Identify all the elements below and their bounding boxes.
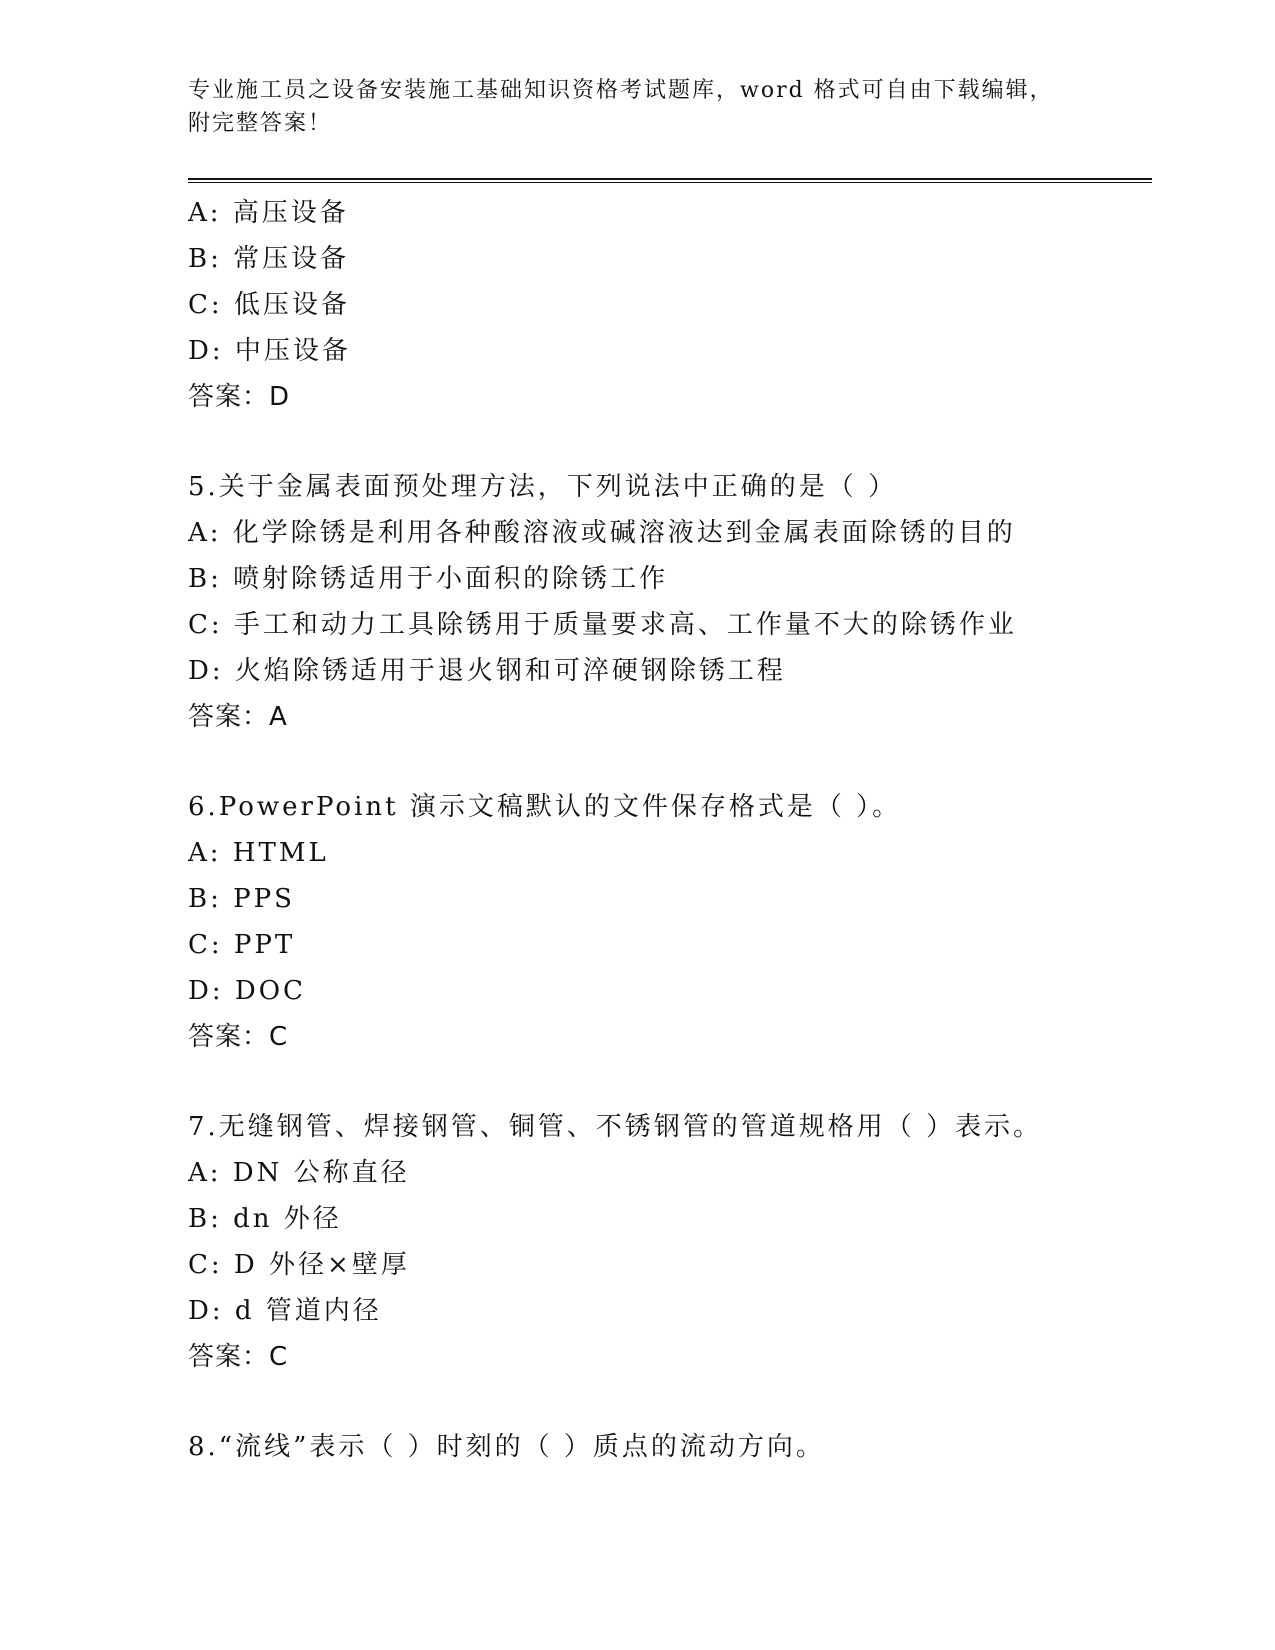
answer-line: 答案：A	[188, 702, 288, 732]
header-rule-thick	[188, 178, 1152, 180]
option-c: C: 低压设备	[188, 290, 350, 320]
option-c: C: PPT	[188, 930, 296, 960]
option-b: B: dn 外径	[188, 1204, 342, 1234]
option-c: C: 手工和动力工具除锈用于质量要求高、工作量不大的除锈作业	[188, 610, 1017, 640]
option-b: B: 常压设备	[188, 244, 350, 274]
header-rule-thin	[188, 182, 1152, 183]
question-list	[188, 190, 1168, 1470]
question-text: 5.关于金属表面预处理方法，下列说法中正确的是（ ）	[188, 472, 898, 502]
question-4-block	[188, 190, 1168, 420]
question-text: 8.“流线”表示（ ）时刻的（ ）质点的流动方向。	[188, 1432, 825, 1462]
answer-line: 答案：C	[188, 1342, 289, 1372]
question-8-block	[188, 1424, 1168, 1470]
option-b: B: PPS	[188, 884, 295, 914]
spacer	[188, 1060, 1168, 1104]
question-text: 7.无缝钢管、焊接钢管、铜管、不锈钢管的管道规格用（ ）表示。	[188, 1112, 1043, 1142]
spacer	[188, 740, 1168, 784]
option-a: A: HTML	[188, 838, 329, 868]
question-5-block	[188, 464, 1168, 740]
question-6-block	[188, 784, 1168, 1060]
document-header: 专业施工员之设备安装施工基础知识资格考试题库，word 格式可自由下载编辑， 附完整答案！	[188, 78, 1054, 136]
option-a: A: 化学除锈是利用各种酸溶液或碱溶液达到金属表面除锈的目的	[188, 518, 1016, 548]
question-7-block	[188, 1104, 1168, 1380]
answer-line: 答案：D	[188, 382, 291, 412]
option-d: D: 中压设备	[188, 336, 351, 366]
spacer	[188, 420, 1168, 464]
spacer	[188, 1380, 1168, 1424]
option-a: A: 高压设备	[188, 198, 349, 228]
option-d: D: DOC	[188, 976, 306, 1006]
option-b: B: 喷射除锈适用于小面积的除锈工作	[188, 564, 669, 594]
option-a: A: DN 公称直径	[188, 1158, 410, 1188]
answer-line: 答案：C	[188, 1022, 289, 1052]
option-d: D: 火焰除锈适用于退火钢和可淬硬钢除锈工程	[188, 656, 786, 686]
question-text: 6.PowerPoint 演示文稿默认的文件保存格式是（ ）。	[188, 792, 902, 822]
option-d: D: d 管道内径	[188, 1296, 382, 1326]
option-c: C: D 外径×壁厚	[188, 1250, 410, 1280]
